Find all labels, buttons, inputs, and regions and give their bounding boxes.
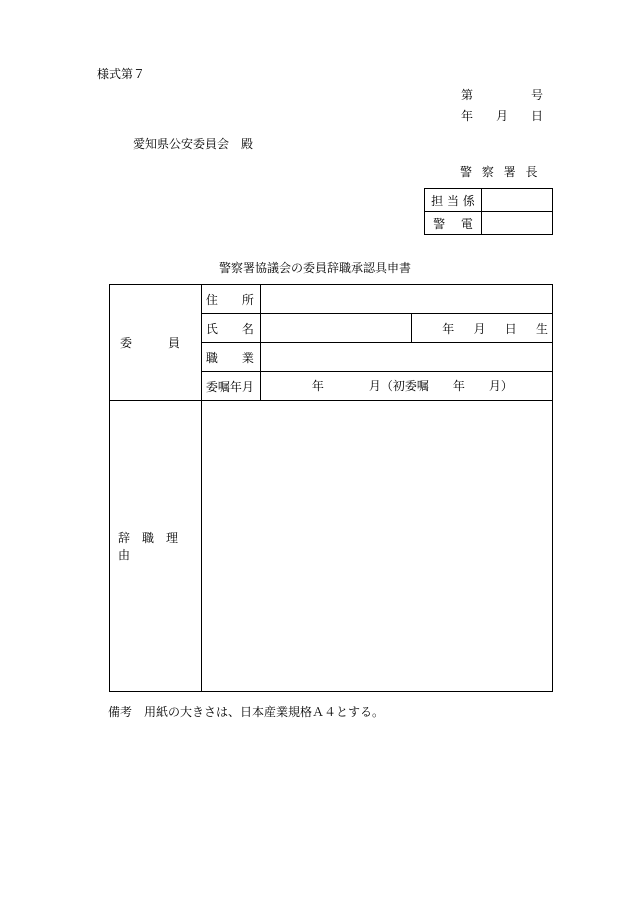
date-year: 年 <box>461 109 474 123</box>
birth-born: 生 <box>535 321 548 336</box>
name-value <box>260 314 411 343</box>
document-number <box>461 89 543 101</box>
appointment-value <box>260 372 552 401</box>
number-suffix: 号 <box>530 88 543 102</box>
sender: 警 察 署 長 <box>460 165 541 179</box>
member-label: 委 員 <box>120 336 181 350</box>
birth-year: 年 <box>442 321 455 336</box>
reason-label: 辞 職 理 由 <box>110 401 202 692</box>
birth-day: 日 <box>504 321 517 336</box>
tanto-value <box>482 189 553 212</box>
tanto-label: 担 当 係 <box>425 189 482 212</box>
document-title: 警察署協議会の委員辞職承認具申書 <box>218 261 411 275</box>
address-value <box>260 285 552 314</box>
phone-label: 警 電 <box>425 212 482 235</box>
appoint-year: 年 <box>311 379 324 393</box>
name-label: 氏 名 <box>201 314 260 343</box>
occupation-value <box>260 343 552 372</box>
number-prefix: 第 <box>461 88 474 102</box>
appoint-first-year: 年 <box>452 379 465 393</box>
appoint-first-month: 月） <box>488 379 513 393</box>
member-label-cell <box>110 285 202 401</box>
main-table <box>109 284 553 692</box>
date-day: 日 <box>530 109 543 123</box>
birth-month: 月 <box>473 321 486 336</box>
occupation-label: 職 業 <box>201 343 260 372</box>
footnote: 備考 用紙の大きさは、日本産業規格Ａ４とする。 <box>108 705 385 719</box>
appointment-label: 委嘱年月 <box>201 372 260 401</box>
document-date <box>461 110 543 122</box>
date-month: 月 <box>495 109 508 123</box>
birth-cell <box>412 314 553 343</box>
phone-value <box>482 212 553 235</box>
appoint-month: 月（初委嘱 <box>368 379 429 393</box>
addressee: 愛知県公安委員会 殿 <box>133 137 254 151</box>
reason-value <box>201 401 552 692</box>
address-label: 住 所 <box>201 285 260 314</box>
form-number: 様式第７ <box>97 67 146 81</box>
contact-box <box>424 188 553 235</box>
